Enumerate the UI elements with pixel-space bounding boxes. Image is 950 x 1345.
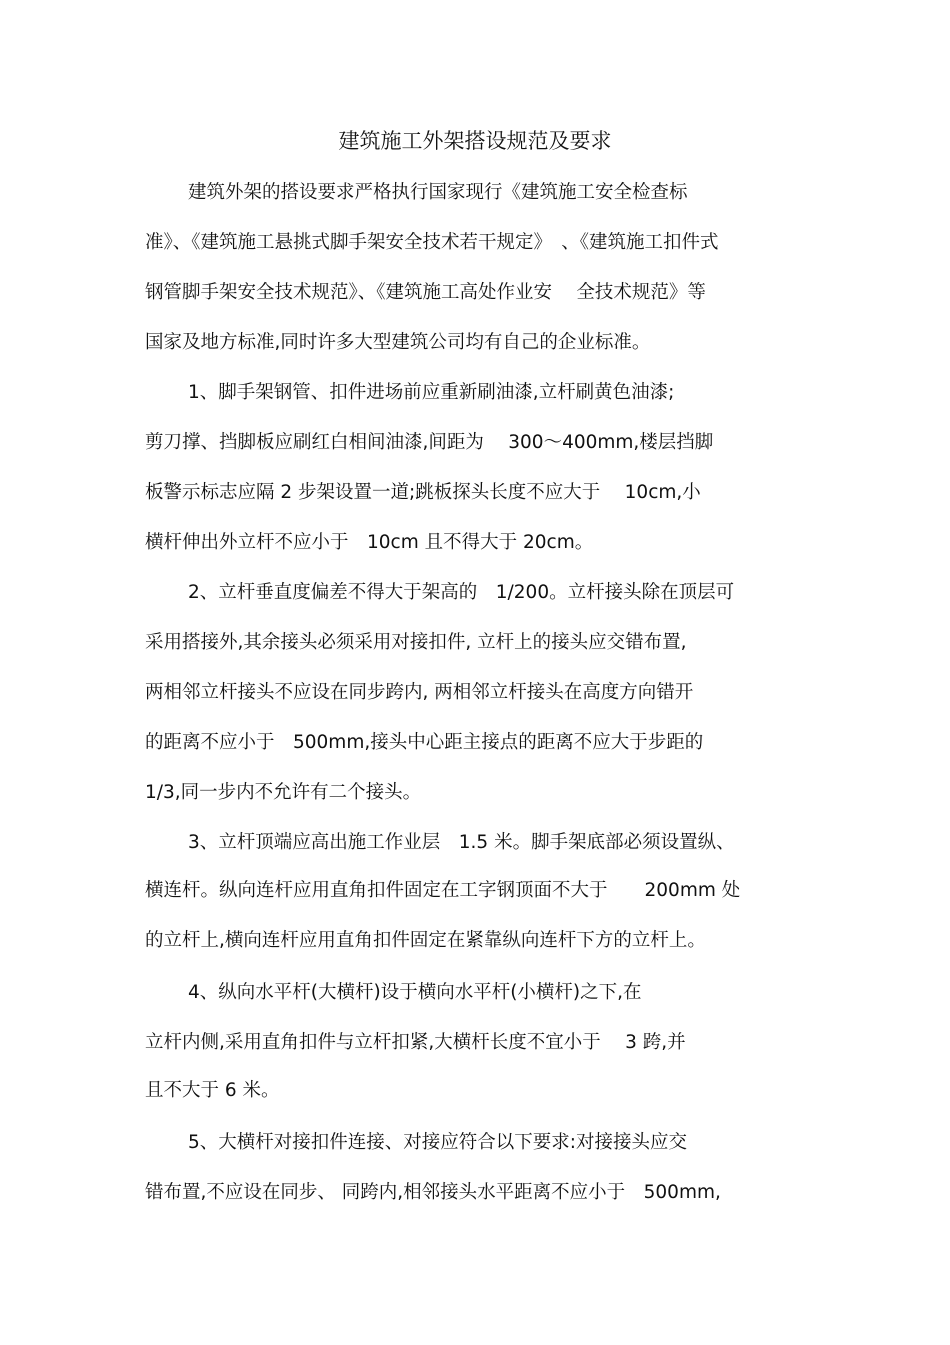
paragraph-line: 横杆伸出外立杆不应小于 10cm 且不得大于 20cm。: [145, 532, 594, 553]
document-title: 建筑施工外架搭设规范及要求: [338, 129, 612, 153]
paragraph-line: 1、脚手架钢管、扣件进场前应重新刷油漆,立杆刷黄色油漆;: [188, 382, 675, 403]
paragraph-line: 采用搭接外,其余接头必须采用对接扣件, 立杆上的接头应交错布置,: [145, 632, 687, 653]
paragraph-line: 建筑外架的搭设要求严格执行国家现行《建筑施工安全检查标: [188, 182, 688, 203]
paragraph-line: 立杆内侧,采用直角扣件与立杆扣紧,大横杆长度不宜小于 3 跨,并: [145, 1032, 686, 1053]
paragraph-line: 3、立杆顶端应高出施工作业层 1.5 米。脚手架底部必须设置纵、: [188, 832, 735, 853]
paragraph-line: 国家及地方标准,同时许多大型建筑公司均有自己的企业标准。: [145, 332, 651, 353]
paragraph-line: 准》、《建筑施工悬挑式脚手架安全技术若干规定》 、《建筑施工扣件式: [145, 232, 719, 253]
paragraph-line: 的距离不应小于 500mm,接头中心距主接点的距离不应大于步距的: [145, 732, 704, 753]
paragraph-line: 板警示标志应隔 2 步架设置一道;跳板探头长度不应大于 10cm,小: [145, 482, 701, 503]
paragraph-line: 的立杆上,横向连杆应用直角扣件固定在紧靠纵向连杆下方的立杆上。: [145, 930, 706, 951]
paragraph-line: 横连杆。纵向连杆应用直角扣件固定在工字钢顶面不大于 200mm 处: [145, 880, 741, 901]
paragraph-line: 且不大于 6 米。: [145, 1080, 280, 1101]
paragraph-line: 剪刀撑、挡脚板应刷红白相间油漆,间距为 300～400mm,楼层挡脚: [145, 432, 714, 453]
paragraph-line: 4、纵向水平杆(大横杆)设于横向水平杆(小横杆)之下,在: [188, 982, 642, 1003]
paragraph-line: 1/3,同一步内不允许有二个接头。: [145, 782, 422, 803]
paragraph-line: 5、大横杆对接扣件连接、对接应符合以下要求:对接接头应交: [188, 1132, 688, 1153]
paragraph-line: 错布置,不应设在同步、 同跨内,相邻接头水平距离不应小于 500mm,: [145, 1182, 721, 1203]
paragraph-line: 钢管脚手架安全技术规范》、《建筑施工高处作业安 全技术规范》等: [145, 282, 706, 303]
paragraph-line: 2、立杆垂直度偏差不得大于架高的 1/200。立杆接头除在顶层可: [188, 582, 735, 603]
paragraph-line: 两相邻立杆接头不应设在同步跨内, 两相邻立杆接头在高度方向错开: [145, 682, 694, 703]
